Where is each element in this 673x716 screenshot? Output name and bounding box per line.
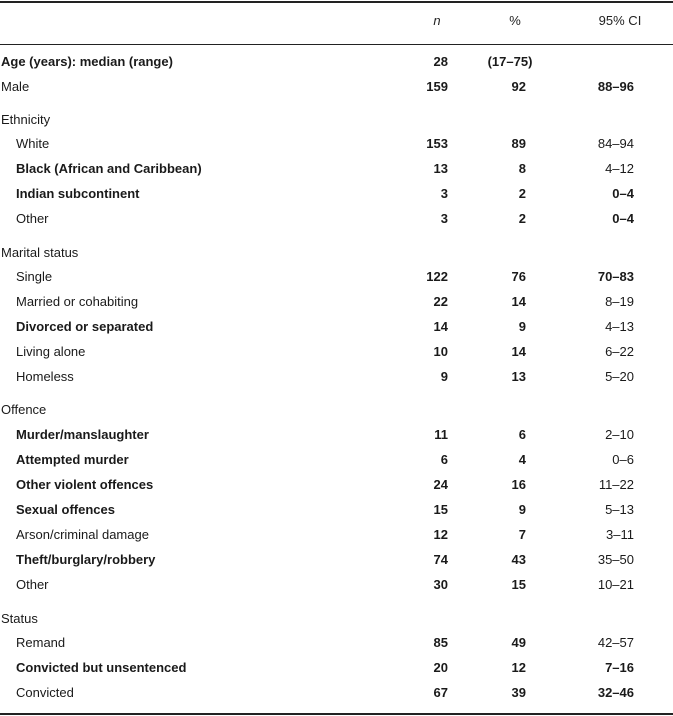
cell-n: 14 xyxy=(433,319,448,334)
table-row xyxy=(0,475,673,495)
section-label: Offence xyxy=(1,402,47,417)
cell-percent: (17–75) xyxy=(487,54,533,69)
row-label: Murder/manslaughter xyxy=(16,427,149,442)
cell-percent: 15 xyxy=(511,577,526,592)
row-label: Indian subcontinent xyxy=(16,186,140,201)
cell-n: 3 xyxy=(440,186,448,201)
row-label: Arson/criminal damage xyxy=(16,527,149,542)
column-header-percent: % xyxy=(509,13,521,28)
row-label: Male xyxy=(1,79,30,94)
table-row xyxy=(0,77,673,97)
cell-percent: 89 xyxy=(511,136,526,151)
table-row xyxy=(0,658,673,678)
cell-ci: 5–13 xyxy=(605,502,634,517)
cell-ci: 32–46 xyxy=(597,685,634,700)
cell-n: 74 xyxy=(433,552,448,567)
row-label: Homeless xyxy=(16,369,74,384)
cell-n: 153 xyxy=(426,136,448,151)
table-row xyxy=(0,209,673,229)
row-label: Attempted murder xyxy=(16,452,129,467)
cell-n: 10 xyxy=(433,344,448,359)
cell-ci: 8–19 xyxy=(605,294,634,309)
cell-n: 24 xyxy=(433,477,448,492)
cell-percent: 12 xyxy=(511,660,526,675)
section-header-row xyxy=(0,609,673,629)
header-rule xyxy=(0,44,673,45)
cell-percent: 2 xyxy=(518,186,526,201)
section-header-row xyxy=(0,243,673,263)
cell-percent: 6 xyxy=(518,427,526,442)
row-label: Age (years): median (range) xyxy=(1,54,173,69)
cell-percent: 9 xyxy=(518,319,526,334)
cell-percent: 14 xyxy=(511,294,526,309)
row-label: Other xyxy=(16,211,49,226)
table-row xyxy=(0,134,673,154)
cell-ci: 0–4 xyxy=(612,211,634,226)
table-row xyxy=(0,633,673,653)
table-row xyxy=(0,500,673,520)
table-row xyxy=(0,683,673,703)
cell-percent: 4 xyxy=(518,452,526,467)
cell-percent: 14 xyxy=(511,344,526,359)
row-label: Married or cohabiting xyxy=(16,294,139,309)
cell-n: 15 xyxy=(433,502,448,517)
section-label: Status xyxy=(1,611,38,626)
table-row xyxy=(0,575,673,595)
row-label: Other violent offences xyxy=(16,477,154,492)
cell-ci: 0–4 xyxy=(612,186,634,201)
table-bottom-rule xyxy=(0,713,673,715)
cell-n: 20 xyxy=(433,660,448,675)
cell-n: 67 xyxy=(433,685,448,700)
section-label: Ethnicity xyxy=(1,112,51,127)
cell-percent: 2 xyxy=(518,211,526,226)
cell-n: 3 xyxy=(440,211,448,226)
cell-ci: 10–21 xyxy=(597,577,634,592)
cell-n: 22 xyxy=(433,294,448,309)
cell-ci: 4–13 xyxy=(605,319,634,334)
cell-percent: 43 xyxy=(511,552,526,567)
cell-ci: 6–22 xyxy=(605,344,634,359)
cell-ci: 88–96 xyxy=(597,79,634,94)
table-row xyxy=(0,425,673,445)
cell-n: 85 xyxy=(433,635,448,650)
cell-n: 122 xyxy=(426,269,448,284)
row-label: Remand xyxy=(16,635,66,650)
cell-n: 159 xyxy=(426,79,448,94)
table-row xyxy=(0,367,673,387)
row-label: Living alone xyxy=(16,344,86,359)
cell-n: 30 xyxy=(433,577,448,592)
table-row xyxy=(0,450,673,470)
table-row xyxy=(0,52,673,72)
table-row xyxy=(0,342,673,362)
cell-n: 12 xyxy=(433,527,448,542)
cell-ci: 84–94 xyxy=(597,136,634,151)
section-label: Marital status xyxy=(1,245,79,260)
cell-ci: 35–50 xyxy=(597,552,634,567)
cell-ci: 5–20 xyxy=(605,369,634,384)
row-label: White xyxy=(16,136,50,151)
table-row xyxy=(0,292,673,312)
cell-percent: 8 xyxy=(518,161,526,176)
cell-n: 11 xyxy=(434,427,448,442)
cell-ci: 4–12 xyxy=(605,161,634,176)
row-label: Convicted xyxy=(16,685,74,700)
cell-percent: 7 xyxy=(518,527,526,542)
row-label: Theft/burglary/robbery xyxy=(16,552,156,567)
section-header-row xyxy=(0,400,673,420)
cell-ci: 0–6 xyxy=(612,452,634,467)
cell-percent: 39 xyxy=(511,685,526,700)
cell-ci: 2–10 xyxy=(605,427,634,442)
cell-ci: 7–16 xyxy=(605,660,634,675)
cell-percent: 92 xyxy=(511,79,526,94)
section-header-row xyxy=(0,110,673,130)
cell-percent: 9 xyxy=(518,502,526,517)
table-row xyxy=(0,550,673,570)
cell-ci: 42–57 xyxy=(597,635,634,650)
column-header-ci: 95% CI xyxy=(598,13,642,28)
row-label: Convicted but unsentenced xyxy=(16,660,187,675)
row-label: Black (African and Caribbean) xyxy=(16,161,202,176)
table-row xyxy=(0,317,673,337)
cell-n: 28 xyxy=(433,54,448,69)
table-row xyxy=(0,525,673,545)
cell-n: 9 xyxy=(440,369,448,384)
cell-ci: 70–83 xyxy=(597,269,634,284)
cell-percent: 16 xyxy=(511,477,526,492)
table-row xyxy=(0,159,673,179)
row-label: Sexual offences xyxy=(16,502,115,517)
column-header-n: n xyxy=(433,13,441,28)
row-label: Single xyxy=(16,269,53,284)
row-label: Divorced or separated xyxy=(16,319,154,334)
cell-n: 6 xyxy=(440,452,448,467)
cell-percent: 76 xyxy=(511,269,526,284)
row-label: Other xyxy=(16,577,49,592)
cell-n: 13 xyxy=(433,161,448,176)
cell-percent: 13 xyxy=(511,369,526,384)
table-top-rule xyxy=(0,1,673,3)
table-row xyxy=(0,184,673,204)
cell-percent: 49 xyxy=(511,635,526,650)
table-row xyxy=(0,267,673,287)
cell-ci: 3–11 xyxy=(606,527,634,542)
cell-ci: 11–22 xyxy=(598,477,634,492)
